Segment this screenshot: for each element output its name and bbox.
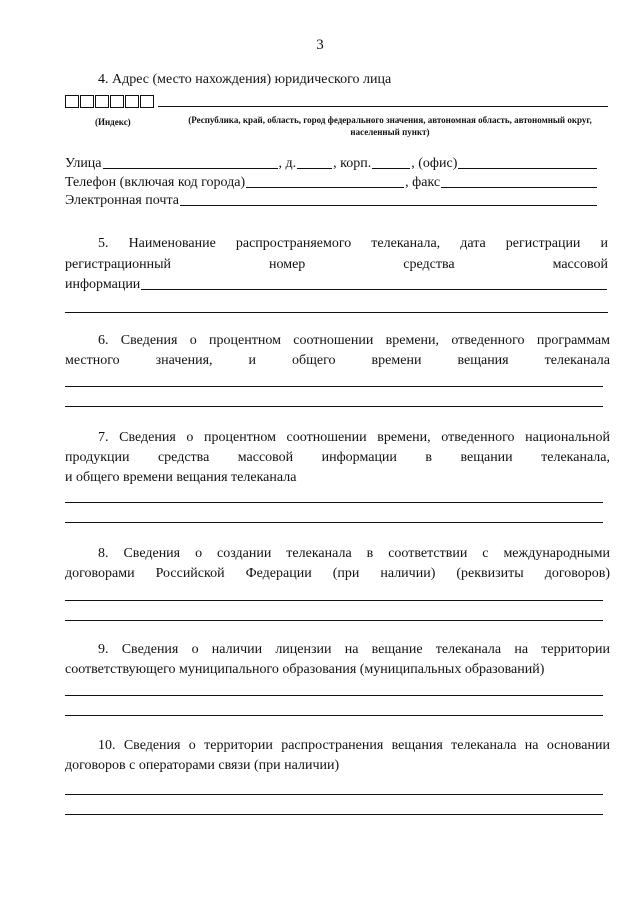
section5-line2: регистрационный номер средства массовой [65,257,608,272]
house-label: , д. [278,156,297,171]
phone-row [65,175,598,191]
phone-field[interactable] [246,186,404,188]
section8-blank-line[interactable] [65,620,603,621]
section10-line2: договоров с операторами связи (при наличии) [65,758,340,773]
region-label: (Республика, край, область, город федерального значения, автономная область, автономный округ, населенный пункт) [188,115,592,137]
index-cell[interactable] [95,95,109,108]
email-row [65,193,598,209]
section8-blank-line[interactable] [65,600,603,601]
page-number: 3 [316,37,324,53]
phone-label: Телефон (включая код города) [65,175,246,190]
section5-row3 [65,277,608,293]
fax-label: , факс [405,175,441,190]
section6-line2: местного значения, и общего времени вещания телеканала [65,353,610,368]
building-field[interactable] [372,167,410,169]
building-label: , корп. [333,156,372,171]
section10-blank-line[interactable] [65,794,603,795]
email-field[interactable] [180,204,597,206]
section6-line1: 6. Сведения о процентном соотношении времени, отведенного программам [98,333,610,348]
office-label: , (офис) [411,156,458,171]
section7-line1: 7. Сведения о процентном соотношении времени, отведенного национальной [98,430,610,445]
section10-line1: 10. Сведения о территории распространения вещания телеканала на основании [98,738,610,753]
house-field[interactable] [297,167,332,169]
section9-blank-line[interactable] [65,715,603,716]
section5-field[interactable] [141,288,607,290]
fax-field[interactable] [441,186,597,188]
street-label: Улица [65,156,102,171]
section8-line2: договорами Российской Федерации (при наличии) (реквизиты договоров) [65,566,610,581]
section5-blank-line[interactable] [65,312,608,313]
section6-blank-line[interactable] [65,406,603,407]
section6-blank-line[interactable] [65,386,603,387]
index-cell[interactable] [80,95,94,108]
address-line[interactable] [158,106,608,107]
section7-blank-line[interactable] [65,502,603,503]
section7-line2: продукции средства массовой информации в вещании телеканала, [65,450,610,465]
office-field[interactable] [458,167,597,169]
section9-blank-line[interactable] [65,695,603,696]
index-cell[interactable] [140,95,154,108]
section7-line3: и общего времени вещания телеканала [65,470,297,485]
section5-line3: информации [65,277,141,292]
street-field[interactable] [103,167,278,169]
section4-title: 4. Адрес (место нахождения) юридического лица [98,72,392,87]
index-cell[interactable] [110,95,124,108]
email-label: Электронная почта [65,193,179,208]
section9-line2: соответствующего муниципального образования (муниципальных образований) [65,662,545,677]
street-row [65,156,598,172]
section7-blank-line[interactable] [65,522,603,523]
index-cell[interactable] [125,95,139,108]
section8-line1: 8. Сведения о создании телеканала в соответствии с международными [98,546,610,561]
index-cell[interactable] [65,95,79,108]
section10-blank-line[interactable] [65,814,603,815]
section5-line1: 5. Наименование распространяемого телеканала, дата регистрации и [98,236,608,251]
index-label: (Индекс) [95,117,131,127]
section9-line1: 9. Сведения о наличии лицензии на вещание телеканала на территории [98,642,610,657]
